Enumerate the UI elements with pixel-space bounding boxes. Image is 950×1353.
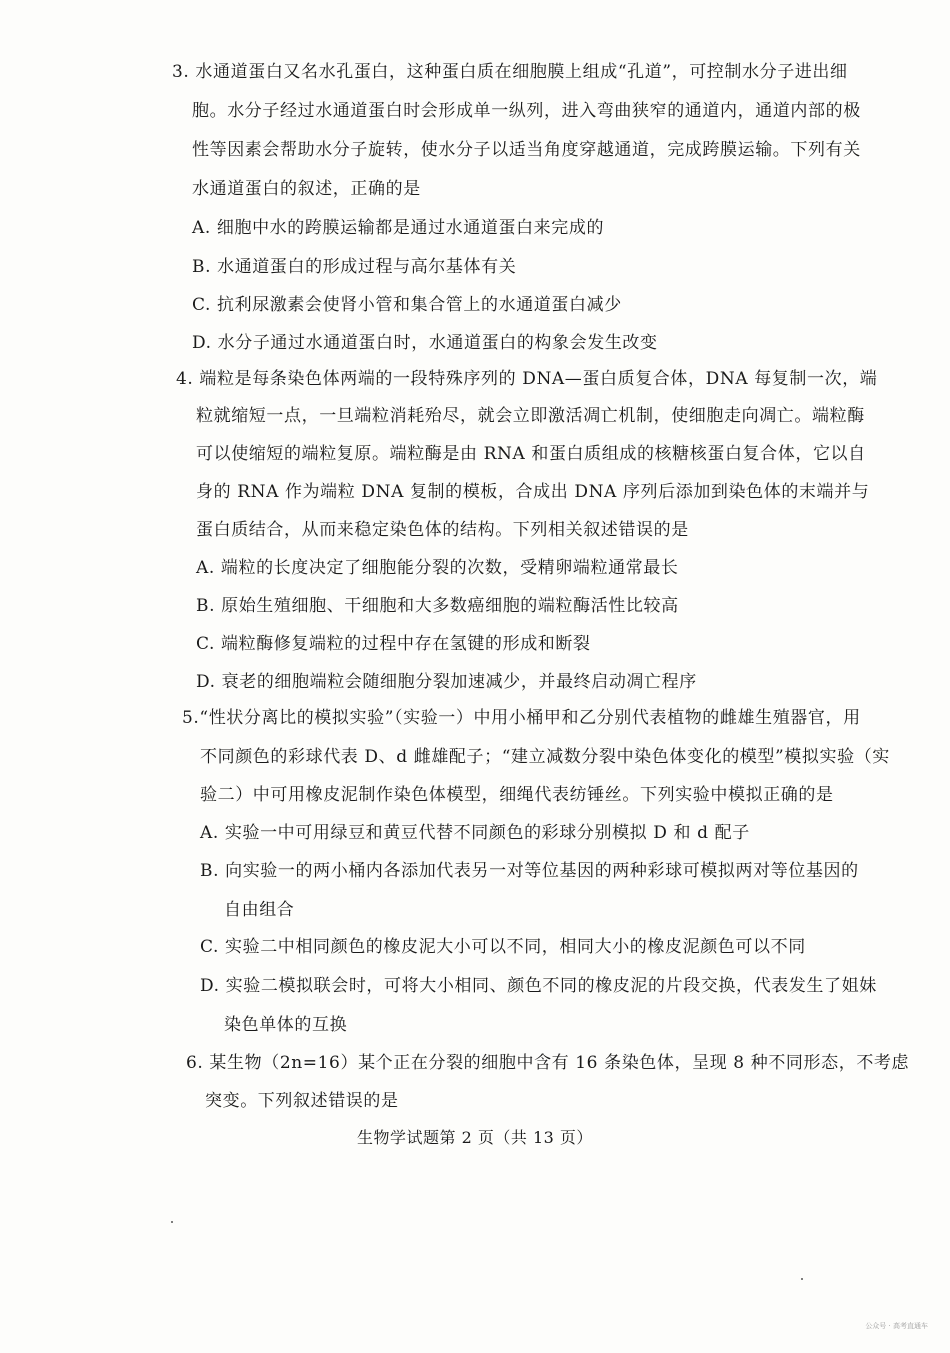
q5-option-b-continued: 自由组合: [224, 900, 295, 920]
q4-option-d: D. 衰老的细胞端粒会随细胞分裂加速减少，并最终启动凋亡程序: [196, 672, 697, 692]
scan-speck: [171, 1221, 173, 1223]
q5-option-d: D. 实验二模拟联会时，可将大小相同、颜色不同的橡皮泥的片段交换，代表发生了姐妹: [200, 976, 877, 996]
q5-option-b: B. 向实验一的两小桶内各添加代表另一对等位基因的两种彩球可模拟两对等位基因的: [200, 861, 859, 881]
q3-stem-line-3: 性等因素会帮助水分子旋转，使水分子以适当角度穿越通道，完成跨膜运输。下列有关: [192, 140, 861, 160]
q3-stem-line-4: 水通道蛋白的叙述，正确的是: [192, 179, 421, 199]
q5-option-d-continued: 染色单体的互换: [224, 1015, 348, 1035]
q3-stem-line-2: 胞。水分子经过水通道蛋白时会形成单一纵列，进入弯曲狭窄的通道内，通道内部的极: [192, 101, 861, 121]
q3-option-b: B. 水通道蛋白的形成过程与高尔基体有关: [192, 257, 517, 277]
q3-option-a: A. 细胞中水的跨膜运输都是通过水通道蛋白来完成的: [192, 218, 605, 238]
q5-option-c: C. 实验二中相同颜色的橡皮泥大小可以不同，相同大小的橡皮泥颜色可以不同: [200, 937, 806, 957]
q4-option-b: B. 原始生殖细胞、干细胞和大多数癌细胞的端粒酶活性比较高: [196, 596, 679, 616]
scan-speck: [801, 1278, 803, 1280]
q6-stem-line-2: 突变。下列叙述错误的是: [205, 1091, 399, 1111]
q3-option-c: C. 抗利尿激素会使肾小管和集合管上的水通道蛋白减少: [192, 295, 622, 315]
q5-stem-line-3: 验二）中可用橡皮泥制作染色体模型，细绳代表纺锤丝。下列实验中模拟正确的是: [200, 785, 834, 805]
q4-stem-line-3: 可以使缩短的端粒复原。端粒酶是由 RNA 和蛋白质组成的核糖核蛋白复合体，它以自: [196, 444, 866, 464]
q4-stem-line-5: 蛋白质结合，从而来稳定染色体的结构。下列相关叙述错误的是: [196, 520, 689, 540]
q3-stem-line-1: 3. 水通道蛋白又名水孔蛋白，这种蛋白质在细胞膜上组成“孔道”，可控制水分子进出细: [172, 62, 848, 82]
q4-option-c: C. 端粒酶修复端粒的过程中存在氢键的形成和断裂: [196, 634, 591, 654]
q6-stem-line-1: 6. 某生物（2n=16）某个正在分裂的细胞中含有 16 条染色体，呈现 8 种不同形态，不考虑: [186, 1053, 910, 1073]
watermark-text: 公众号 · 高考直通车: [865, 1322, 928, 1330]
q4-stem-line-2: 粒就缩短一点，一旦端粒消耗殆尽，就会立即激活凋亡机制，使细胞走向凋亡。端粒酶: [196, 406, 865, 426]
q4-stem-line-4: 身的 RNA 作为端粒 DNA 复制的模板，合成出 DNA 序列后添加到染色体的末端并与: [196, 482, 870, 502]
page-footer: 生物学试题第 2 页（共 13 页）: [357, 1128, 593, 1147]
q5-option-a: A. 实验一中可用绿豆和黄豆代替不同颜色的彩球分别模拟 D 和 d 配子: [200, 823, 750, 843]
q5-stem-line-1: 5.“性状分离比的模拟实验”（实验一）中用小桶甲和乙分别代表植物的雌雄生殖器官，用: [182, 708, 861, 728]
q4-stem-line-1: 4. 端粒是每条染色体两端的一段特殊序列的 DNA—蛋白质复合体，DNA 每复制一次，端: [176, 369, 878, 389]
q3-option-d: D. 水分子通过水通道蛋白时，水通道蛋白的构象会发生改变: [192, 333, 658, 353]
q4-option-a: A. 端粒的长度决定了细胞能分裂的次数，受精卵端粒通常最长: [196, 558, 679, 578]
q5-stem-line-2: 不同颜色的彩球代表 D、d 雌雄配子；“建立减数分裂中染色体变化的模型”模拟实验（实: [200, 747, 890, 767]
